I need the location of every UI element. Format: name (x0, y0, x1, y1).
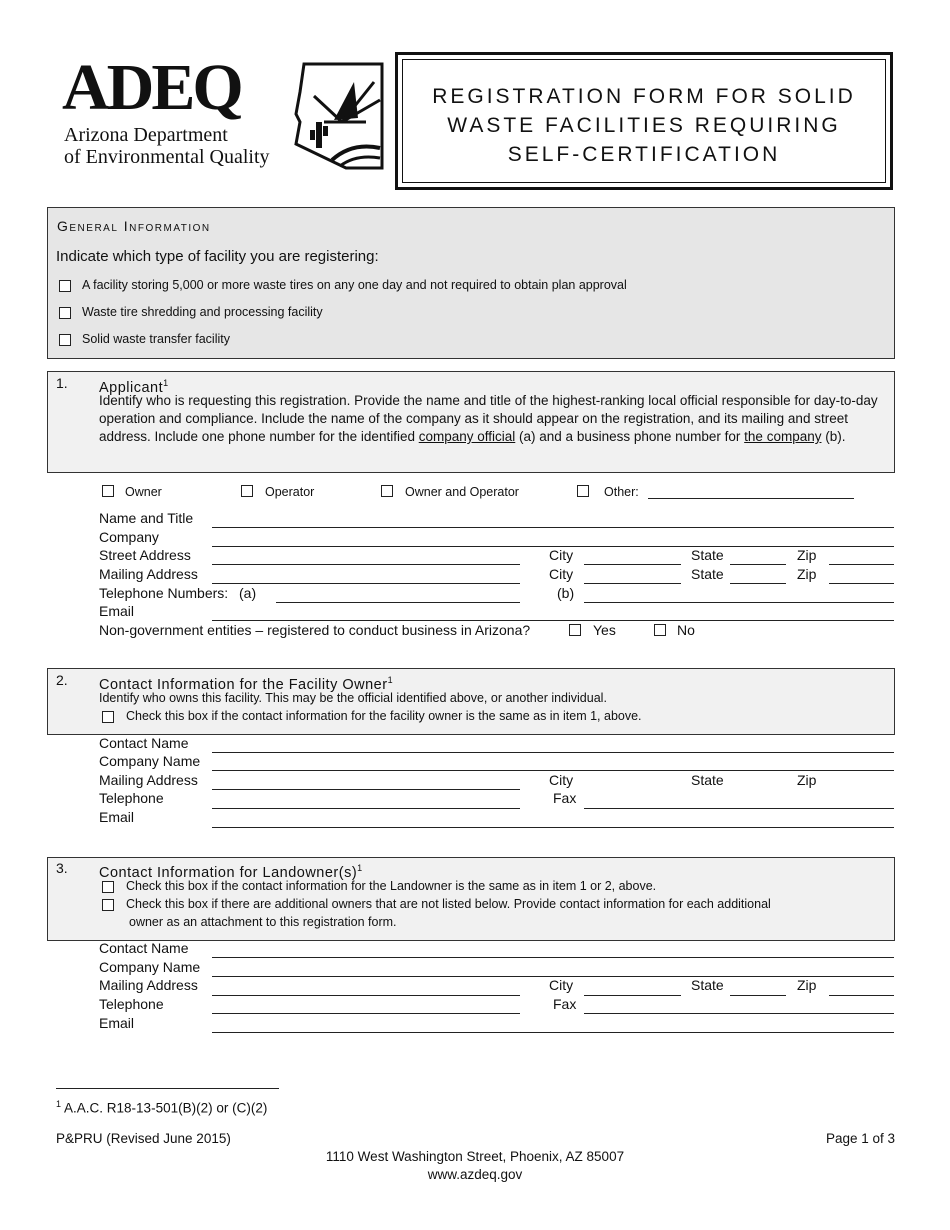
s1-nongov-label: Non-government entities – registered to conduct business in Arizona? (99, 622, 531, 638)
s3-fax-field[interactable] (584, 1013, 894, 1014)
s1-street-zip-label: Zip (797, 547, 817, 563)
s3-city-label: City (549, 977, 574, 993)
s3-city-field[interactable] (584, 995, 681, 996)
role-owner-label: Owner (125, 485, 162, 499)
s3-zip-field[interactable] (829, 995, 894, 996)
section3-same-checkbox[interactable] (102, 881, 114, 893)
section3-number: 3. (56, 860, 68, 876)
title-box (395, 52, 893, 190)
role-operator-label: Operator (265, 485, 315, 499)
title-line2: WASTE FACILITIES REQUIRING (447, 114, 841, 137)
facility-option-1-checkbox[interactable] (59, 280, 71, 292)
facility-option-2-label: Waste tire shredding and processing facility (82, 305, 323, 319)
s2-mailing-label: Mailing Address (99, 772, 198, 788)
s1-company-label: Company (99, 529, 159, 545)
general-heading: General Information (57, 218, 211, 234)
s1-street-state-field[interactable] (730, 564, 786, 565)
s3-email-label: Email (99, 1015, 135, 1031)
logo-letters: ADEQ (62, 51, 241, 124)
facility-option-1-label: A facility storing 5,000 or more waste tires on any one day and not required to obtain plan approval (82, 278, 627, 292)
s2-state-label: State (691, 772, 724, 788)
s1-name-title-label: Name and Title (99, 510, 194, 526)
title-line1: REGISTRATION FORM FOR SOLID (432, 85, 856, 108)
section2-number: 2. (56, 672, 68, 688)
s3-telephone-label: Telephone (99, 996, 164, 1012)
section3-additional-label-2: owner as an attachment to this registration form. (129, 915, 397, 929)
s1-nongov-no-checkbox[interactable] (654, 624, 666, 636)
footer-page-number: Page 1 of 3 (825, 1131, 895, 1146)
role-operator-checkbox[interactable] (241, 485, 253, 497)
section2-description: Identify who owns this facility. This may be the official identified above, or another individual. (99, 691, 607, 705)
section2-box (47, 668, 895, 735)
general-prompt: Indicate which type of facility you are registering: (56, 248, 379, 265)
s3-contact-name-field[interactable] (212, 957, 894, 958)
s2-contact-name-label: Contact Name (99, 735, 189, 751)
s1-street-field[interactable] (212, 564, 520, 565)
s1-street-label: Street Address (99, 547, 191, 563)
s1-mailing-city-label: City (549, 566, 574, 582)
footer-revision: P&PRU (Revised June 2015) (56, 1131, 231, 1146)
s1-mailing-field[interactable] (212, 583, 520, 584)
adeq-logo (60, 51, 390, 176)
s2-email-label: Email (99, 809, 135, 825)
s1-mailing-zip-field[interactable] (829, 583, 894, 584)
s2-company-name-label: Company Name (99, 753, 201, 769)
section3-additional-checkbox[interactable] (102, 899, 114, 911)
s1-nongov-no-label: No (677, 622, 695, 638)
s2-email-field[interactable] (212, 827, 894, 828)
s1-nongov-yes-label: Yes (593, 622, 616, 638)
s1-tel-b-label: (b) (557, 585, 575, 601)
s3-mailing-field[interactable] (212, 995, 520, 996)
s1-mailing-label: Mailing Address (99, 566, 198, 582)
footnote-rule (56, 1088, 279, 1089)
s1-street-zip-field[interactable] (829, 564, 894, 565)
s3-zip-label: Zip (797, 977, 817, 993)
role-other-label: Other: (604, 485, 639, 499)
s1-mailing-city-field[interactable] (584, 583, 681, 584)
section2-same-checkbox[interactable] (102, 711, 114, 723)
s3-telephone-field[interactable] (212, 1013, 520, 1014)
s3-state-field[interactable] (730, 995, 786, 996)
s2-city-state-zip-field[interactable] (584, 808, 894, 809)
s1-street-city-label: City (549, 547, 574, 563)
s2-zip-label: Zip (797, 772, 817, 788)
logo-line2: of Environmental Quality (64, 146, 270, 168)
s1-email-label: Email (99, 603, 135, 619)
s3-mailing-label: Mailing Address (99, 977, 198, 993)
section1-title: Applicant$^1$ (99, 378, 169, 396)
section2-title: Contact Information for the Facility Owner$^1$ (99, 675, 394, 693)
s2-telephone-field[interactable] (212, 808, 520, 809)
facility-option-3-checkbox[interactable] (59, 334, 71, 346)
s1-mailing-state-label: State (691, 566, 724, 582)
section1-number: 1. (56, 375, 68, 391)
s1-street-state-label: State (691, 547, 724, 563)
s3-company-name-label: Company Name (99, 959, 201, 975)
s2-contact-name-field[interactable] (212, 752, 894, 753)
s1-tel-b-field[interactable] (584, 602, 894, 603)
section1-description: Identify who is requesting this registration. Provide the name and title of the highest-ranking local official responsible for day-to-day operation and compliance. Include the name of the company as it should appear on the registration, and its mailing and street address. Include one phone number for the identified company official (a) and a business phone number for the company (b). (99, 393, 878, 444)
section3-same-label: Check this box if the contact information for the Landowner is the same as in item 1 or 2, above. (126, 879, 657, 893)
footer-website[interactable]: www.azdeq.gov (427, 1167, 523, 1182)
s1-mailing-zip-label: Zip (797, 566, 817, 582)
section3-box (47, 857, 895, 941)
section3-title: Contact Information for $Landowner(s)^1$ (99, 863, 363, 881)
role-owner-checkbox[interactable] (102, 485, 114, 497)
s2-telephone-label: Telephone (99, 790, 164, 806)
s1-mailing-state-field[interactable] (730, 583, 786, 584)
arizona-state-icon (294, 62, 386, 172)
s1-tel-a-label: (a) (239, 585, 257, 601)
section2-same-label: Check this box if the contact information for the facility owner is the same as in item 1, above. (126, 709, 642, 723)
s3-contact-name-label: Contact Name (99, 940, 189, 956)
s1-name-title-field[interactable] (212, 527, 894, 528)
facility-option-2-checkbox[interactable] (59, 307, 71, 319)
footer-address: 1110 West Washington Street, Phoenix, AZ 85007 (325, 1149, 625, 1164)
s1-street-city-field[interactable] (584, 564, 681, 565)
s3-state-label: State (691, 977, 724, 993)
s3-email-field[interactable] (212, 1032, 894, 1033)
footnote: $^1$ A.A.C. R18-13-501(B)(2) or (C)(2) (56, 1099, 268, 1116)
s2-fax-label: Fax (553, 790, 577, 806)
role-other-field[interactable] (648, 498, 854, 499)
s2-mailing-field[interactable] (212, 789, 520, 790)
s3-fax-label: Fax (553, 996, 577, 1012)
s1-tel-a-field[interactable] (276, 602, 520, 603)
title-line3: SELF-CERTIFICATION (507, 143, 781, 166)
section1-box (47, 371, 895, 473)
s1-telephone-label: Telephone Numbers: (99, 585, 229, 601)
role-owner-operator-checkbox[interactable] (381, 485, 393, 497)
s2-city-label: City (549, 772, 574, 788)
section3-additional-label-1: Check this box if there are additional owners that are not listed below. Provide contact information for each additional (126, 897, 771, 911)
facility-option-3-label: Solid waste transfer facility (82, 332, 230, 346)
general-information-box (47, 207, 895, 359)
role-owner-operator-label: Owner and Operator (405, 485, 519, 499)
logo-line1: Arizona Department (64, 124, 228, 146)
s1-nongov-yes-checkbox[interactable] (569, 624, 581, 636)
role-other-checkbox[interactable] (577, 485, 589, 497)
